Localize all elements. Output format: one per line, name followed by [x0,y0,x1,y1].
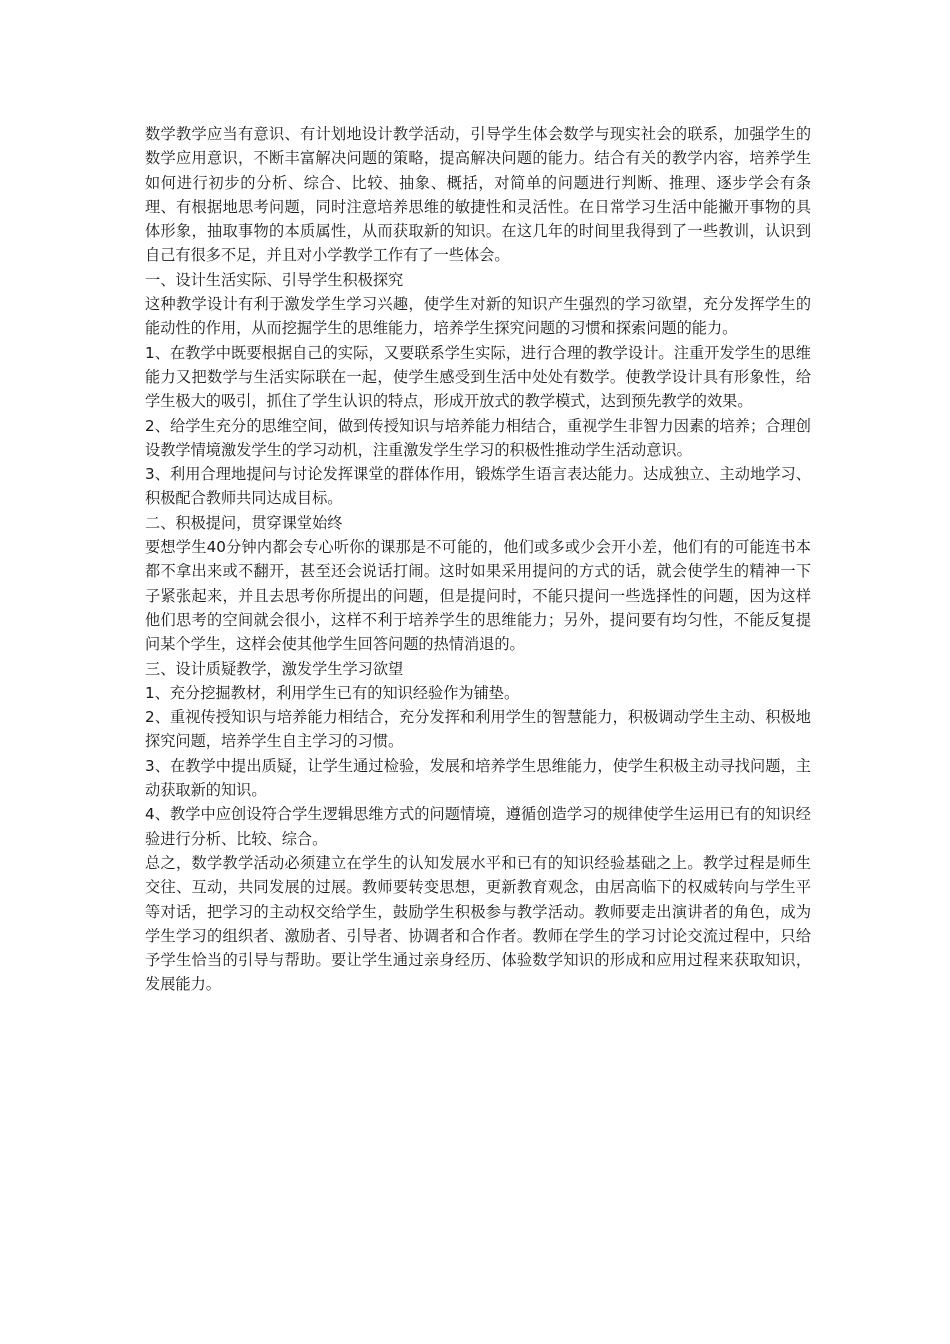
intro-paragraph: 数学教学应当有意识、有计划地设计教学活动，引导学生体会数学与现实社会的联系，加强学生的数学应用意识，不断丰富解决问题的策略，提高解决问题的能力。结合有关的教学内容，培养学生如何进行初步的分析、综合、比较、抽象、概括，对简单的问题进行判断、推理、逐步学会有条理、有根据地思考问题，同时注意培养思维的敏捷性和灵活性。在日常学习生活中能撇开事物的具体形象，抽取事物的本质属性，从而获取新的知识。在这几年的时间里我得到了一些教训，认识到自己有很多不足，并且对小学教学工作有了一些体会。 [145,125,811,265]
section-3-item-2: 2、重视传授知识与培养能力相结合，充分发挥和利用学生的智慧能力，积极调动学生主动、积极地探究问题，培养学生自主学习的习惯。 [145,708,811,751]
section-3-item-1: 1、充分挖掘教材，利用学生已有的知识经验作为铺垫。 [145,683,520,702]
document-body [145,122,811,997]
section-3-item-4: 4、教学中应创设符合学生逻辑思维方式的问题情境，遵循创造学习的规律使学生运用已有的知识经验进行分析、比较、综合。 [145,805,811,848]
section-1-paragraph: 这种教学设计有利于激发学生学习兴趣，使学生对新的知识产生强烈的学习欲望，充分发挥学生的能动性的作用，从而挖掘学生的思维能力，培养学生探究问题的习惯和探索问题的能力。 [145,295,811,338]
section-1-item-3: 3、利用合理地提问与讨论发挥课堂的群体作用，锻炼学生语言表达能力。达成独立、主动地学习、积极配合教师共同达成目标。 [145,465,811,508]
section-2-paragraph: 要想学生40分钟内都会专心听你的课那是不可能的，他们或多或少会开小差，他们有的可能连书本都不拿出来或不翻开，甚至还会说话打闹。这时如果采用提问的方式的话，就会使学生的精神一下子紧张起来，并且去思考你所提出的问题，但是提问时，不能只提问一些选择性的问题，因为这样他们思考的空间就会很小，这样不利于培养学生的思维能力；另外，提问要有均匀性，不能反复提问某个学生，这样会使其他学生回答问题的热情消退的。 [145,538,811,654]
section-1-item-2: 2、给学生充分的思维空间，做到传授知识与培养能力相结合，重视学生非智力因素的培养；合理创设教学情境激发学生的学习动机，注重激发学生学习的积极性推动学生活动意识。 [145,416,811,459]
section-1-item-1: 1、在教学中既要根据自己的实际，又要联系学生实际，进行合理的教学设计。注重开发学生的思维能力又把数学与生活实际联在一起，使学生感受到生活中处处有数学。使教学设计具有形象性，给学生极大的吸引，抓住了学生认识的特点，形成开放式的教学模式，达到预先教学的效果。 [145,343,811,411]
section-3-item-3: 3、在教学中提出质疑，让学生通过检验，发展和培养学生思维能力，使学生积极主动寻找问题，主动获取新的知识。 [145,756,811,800]
section-heading-2: 二、积极提问，贯穿课堂始终 [145,513,343,532]
section-heading-3: 三、设计质疑教学，激发学生学习欲望 [145,659,404,678]
conclusion-paragraph: 总之，数学教学活动必须建立在学生的认知发展水平和已有的知识经验基础之上。教学过程是师生交往、互动，共同发展的过展。教师要转变思想，更新教育观念，由居高临下的权威转向与学生平等对话，把学习的主动权交给学生，鼓励学生积极参与教学活动。教师要走出演讲者的角色，成为学生学习的组织者、激励者、引导者、协调者和合作者。教师在学生的学习讨论交流过程中，只给予学生恰当的引导与帮助。要让学生通过亲身经历、体验数学知识的形成和应用过程来获取知识，发展能力。 [145,853,811,994]
section-heading-1: 一、设计生活实际、引导学生积极探究 [145,270,404,289]
